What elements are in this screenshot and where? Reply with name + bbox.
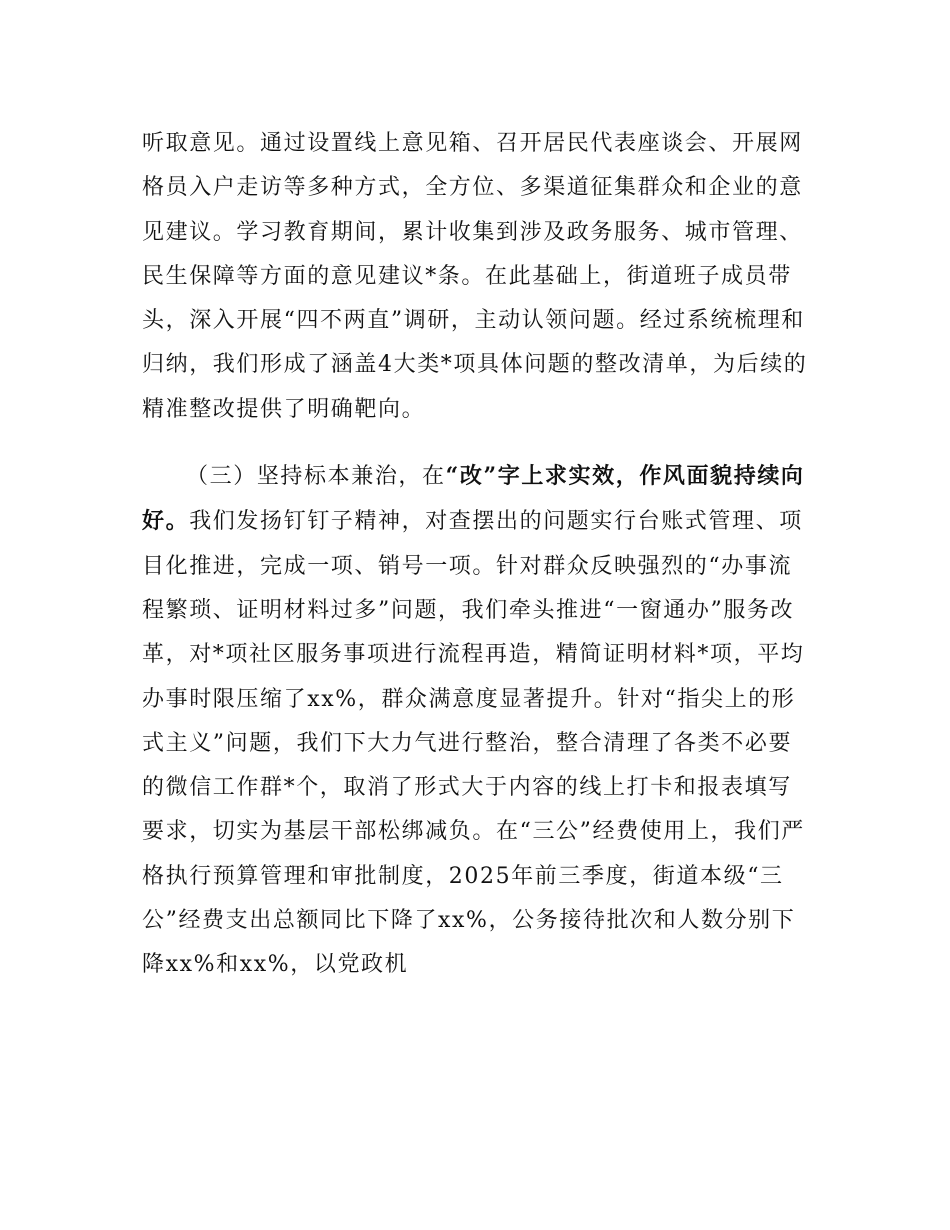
document-body <box>142 122 812 988</box>
paragraph-1-text: 听取意见。通过设置线上意见箱、召开居民代表座谈会、开展网格员入户走访等多种方式，全方位、多渠道征集群众和企业的意见建议。学习教育期间，累计收集到涉及政务服务、城市管理、民生保障等方面的意见建议*条。在此基础上，街道班子成员带头，深入开展“四不两直”调研，主动认领问题。经过系统梳理和归纳，我们形成了涵盖4大类*项具体问题的整改清单，为后续的精准整改提供了明确靶向。 <box>142 131 808 422</box>
section-number: （三） <box>186 464 257 490</box>
paragraph-1 <box>142 122 812 432</box>
paragraph-2 <box>142 454 812 988</box>
section-heading-lead: 坚持标本兼治，在 <box>256 464 446 490</box>
section-heading-bold: “改”字上求实效，作风面貌持续向好。 <box>142 463 805 535</box>
paragraph-2-body: 我们发扬钉钉子精神，对查摆出的问题实行台账式管理、项目化推进，完成一项、销号一项。针对群众反映强烈的“办事流程繁琐、证明材料过多”问题，我们牵头推进“一窗通办”服务改革，对*项社区服务事项进行流程再造，精简证明材料*项，平均办事时限压缩了xx%，群众满意度显著提升。针对“指尖上的形式主义”问题，我们下大力气进行整治，整合清理了各类不必要的微信工作群*个，取消了形式大于内容的线上打卡和报表填写要求，切实为基层干部松绑减负。在“三公”经费使用上，我们严格执行预算管理和审批制度，2025年前三季度，街道本级“三公”经费支出总额同比下降了xx%，公务接待批次和人数分别下降xx%和xx%，以党政机 <box>142 509 805 978</box>
